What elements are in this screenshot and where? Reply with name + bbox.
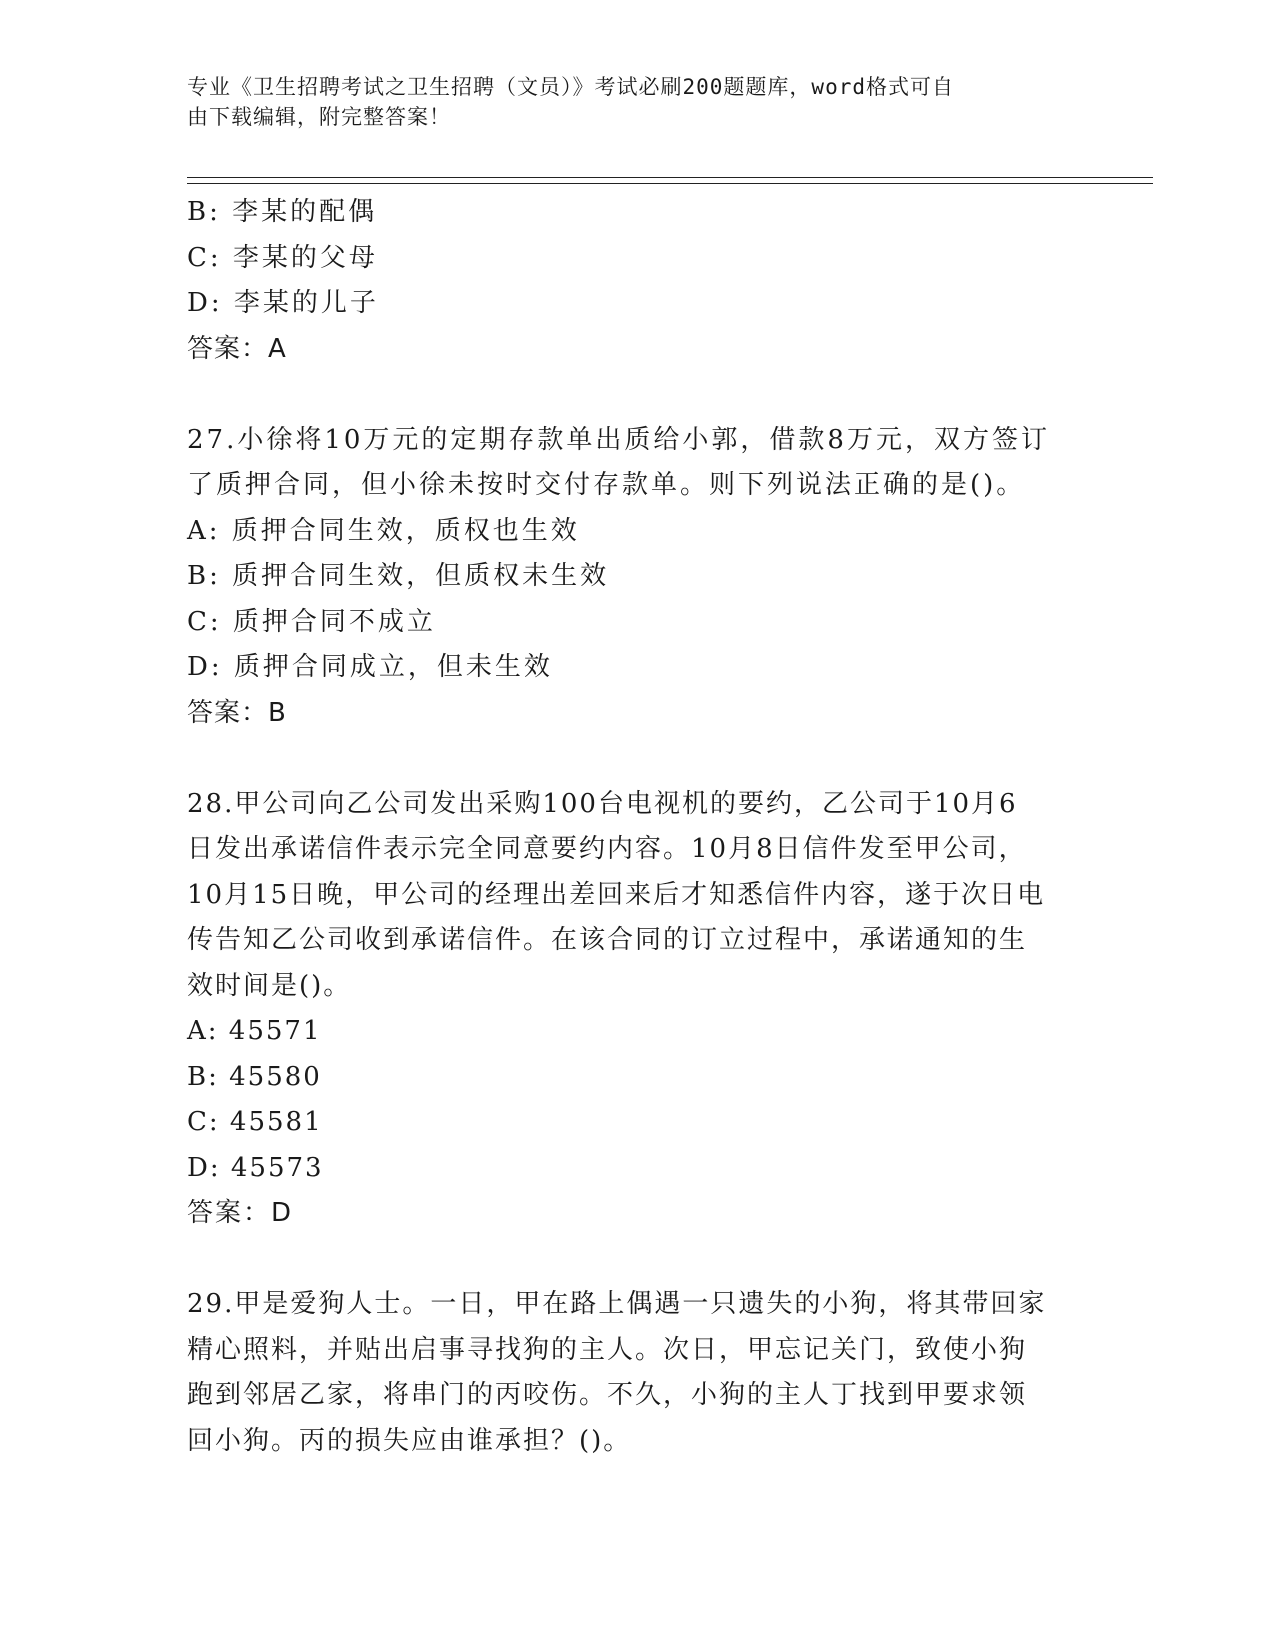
option-d: D: 质押合同成立，但未生效: [187, 652, 553, 682]
question-stem-line: 了质押合同，但小徐未按时交付存款单。则下列说法正确的是()。: [187, 470, 1026, 500]
question-stem-line: 29.甲是爱狗人士。一日，甲在路上偶遇一只遗失的小狗，将其带回家: [187, 1289, 1047, 1319]
spacer: [187, 372, 1087, 418]
question-27: [187, 418, 1087, 737]
header-line-1: 专业《卫生招聘考试之卫生招聘（文员）》考试必刷200题题库，word格式可自: [187, 75, 954, 99]
option-c: C: 李某的父母: [187, 242, 378, 273]
answer: 答案：A: [187, 333, 287, 364]
header-divider-top: [187, 177, 1153, 178]
answer: 答案：B: [187, 697, 287, 728]
option-d: D: 45573: [187, 1152, 324, 1183]
header-divider-bottom: [187, 183, 1153, 184]
option-b: B: 质押合同生效，但质权未生效: [187, 561, 610, 591]
option-a: A: 质押合同生效，质权也生效: [187, 515, 580, 546]
spacer: [187, 736, 1087, 782]
question-28: [187, 782, 1087, 1237]
question-stem-line: 日发出承诺信件表示完全同意要约内容。10月8日信件发至甲公司，: [187, 834, 1027, 864]
question-stem-line: 精心照料，并贴出启事寻找狗的主人。次日，甲忘记关门，致使小狗: [187, 1334, 1028, 1365]
question-content: [187, 190, 1087, 1464]
option-b: B: 45580: [187, 1061, 322, 1092]
option-c: C: 45581: [187, 1107, 323, 1137]
question-26-tail: [187, 190, 1087, 372]
option-b: B: 李某的配偶: [187, 197, 378, 227]
question-stem-line: 回小狗。丙的损失应由谁承担？()。: [187, 1425, 632, 1456]
question-stem-line: 28.甲公司向乙公司发出采购100台电视机的要约，乙公司于10月6: [187, 788, 1018, 819]
answer: 答案：D: [187, 1198, 294, 1228]
question-stem-line: 传告知乙公司收到承诺信件。在该合同的订立过程中，承诺通知的生: [187, 925, 1028, 955]
question-stem-line: 跑到邻居乙家，将串门的丙咬伤。不久，小狗的主人丁找到甲要求领: [187, 1380, 1028, 1410]
spacer: [187, 1237, 1087, 1283]
option-a: A: 45571: [187, 1016, 322, 1046]
question-29: [187, 1282, 1087, 1464]
question-stem-line: 10月15日晚，甲公司的经理出差回来后才知悉信件内容，遂于次日电: [187, 879, 1046, 910]
document-header: [187, 72, 1067, 132]
option-c: C: 质押合同不成立: [187, 606, 436, 637]
header-line-2: 由下载编辑，附完整答案！: [187, 105, 451, 129]
question-stem-line: 效时间是()。: [187, 970, 352, 1001]
option-d: D: 李某的儿子: [187, 288, 379, 318]
question-stem-line: 27.小徐将10万元的定期存款单出质给小郭，借款8万元，双方签订: [187, 424, 1050, 455]
